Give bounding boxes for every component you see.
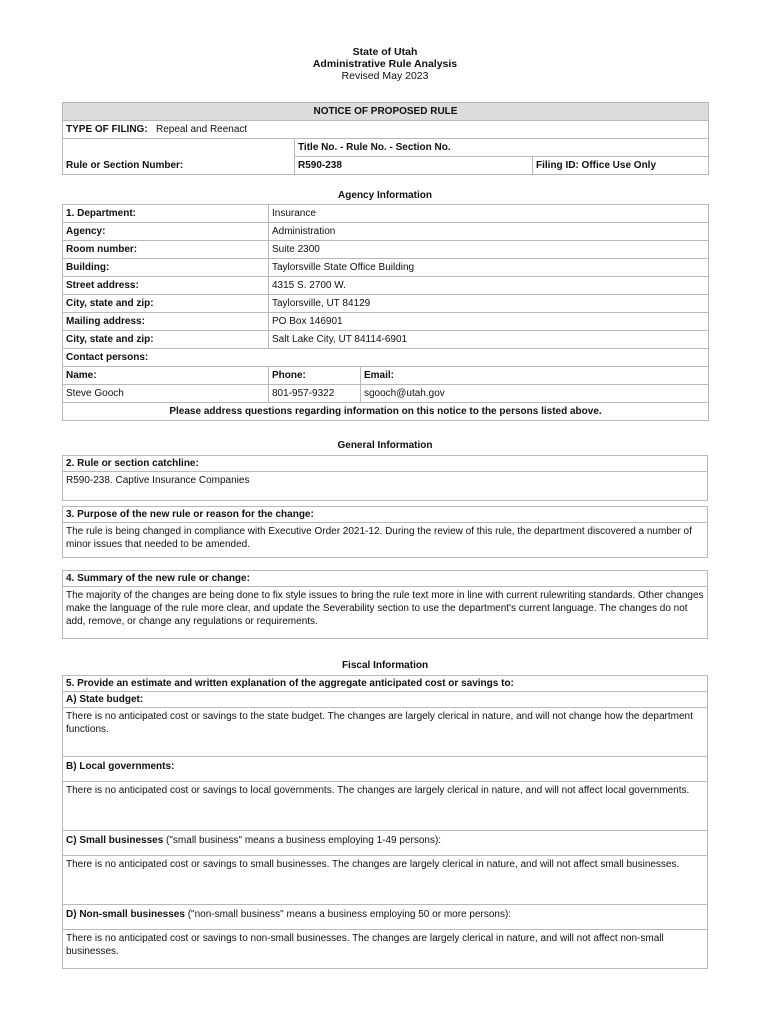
state-budget-value: There is no anticipated cost or savings to the state budget. The changes are largely clerical in nature, and will not change how the department functions. <box>63 708 708 757</box>
catchline-label: 2. Rule or section catchline: <box>63 456 708 472</box>
summary-value: The majority of the changes are being done to fix style issues to bring the rule text more in line with current rulewriting standards. Other changes make the language of the rule more clear, and update the Severability section to use the department's current language. The changes do not add, remove, or change any regulations or requirements. <box>63 587 708 639</box>
non-small-business-label <box>63 905 708 930</box>
general-q4-table <box>62 570 708 639</box>
agency-value-2: Suite 2300 <box>269 241 709 259</box>
contact-name: Steve Gooch <box>63 385 269 403</box>
document-header <box>62 46 708 82</box>
header-state: State of Utah <box>352 46 418 58</box>
catchline-value: R590-238. Captive Insurance Companies <box>63 472 708 501</box>
notice-table <box>62 102 709 175</box>
agency-label-5: City, state and zip: <box>63 295 269 313</box>
filing-id: Filing ID: Office Use Only <box>533 157 709 175</box>
header-revision: Revised May 2023 <box>341 70 429 82</box>
agency-label-4: Street address: <box>63 277 269 295</box>
contact-email[interactable]: sgooch@utah.gov <box>361 385 709 403</box>
general-q3-table <box>62 506 708 558</box>
fiscal-section-title: Fiscal Information <box>341 660 429 671</box>
general-section-title: General Information <box>337 440 433 451</box>
state-budget-label: A) State budget: <box>63 692 708 708</box>
type-of-filing <box>63 121 709 139</box>
fiscal-table <box>62 675 708 969</box>
agency-value-3: Taylorsville State Office Building <box>269 259 709 277</box>
rule-number-value: R590-238 <box>295 157 533 175</box>
summary-label: 4. Summary of the new rule or change: <box>63 571 708 587</box>
contact-email-header: Email: <box>361 367 709 385</box>
non-small-business-value: There is no anticipated cost or savings to non-small businesses. The changes are largely clerical in nature, and will not affect non-small businesses. <box>63 930 708 969</box>
contact-persons-label: Contact persons: <box>63 349 709 367</box>
agency-value-5: Taylorsville, UT 84129 <box>269 295 709 313</box>
agency-label-0: 1. Department: <box>63 205 269 223</box>
notice-title: NOTICE OF PROPOSED RULE <box>63 103 709 121</box>
small-business-label <box>63 831 708 856</box>
agency-value-7: Salt Lake City, UT 84114-6901 <box>269 331 709 349</box>
agency-label-6: Mailing address: <box>63 313 269 331</box>
agency-value-1: Administration <box>269 223 709 241</box>
agency-label-7: City, state and zip: <box>63 331 269 349</box>
agency-section-title: Agency Information <box>338 190 432 201</box>
small-business-label-bold: C) Small businesses <box>66 835 164 846</box>
header-title: Administrative Rule Analysis <box>312 58 458 70</box>
agency-table <box>62 204 709 421</box>
agency-label-2: Room number: <box>63 241 269 259</box>
agency-value-6: PO Box 146901 <box>269 313 709 331</box>
contact-phone-header: Phone: <box>269 367 361 385</box>
local-gov-value: There is no anticipated cost or savings to local governments. The changes are largely clerical in nature, and will not affect local governments. <box>63 782 708 831</box>
type-of-filing-label: TYPE OF FILING: <box>66 124 148 135</box>
local-gov-label: B) Local governments: <box>63 757 708 782</box>
fiscal-question-label: 5. Provide an estimate and written explanation of the aggregate anticipated cost or savings to: <box>63 676 708 692</box>
agency-label-1: Agency: <box>63 223 269 241</box>
small-business-label-rest: ("small business" means a business employing 1-49 persons): <box>163 835 442 846</box>
agency-value-4: 4315 S. 2700 W. <box>269 277 709 295</box>
purpose-label: 3. Purpose of the new rule or reason for the change: <box>63 507 708 523</box>
contact-note: Please address questions regarding information on this notice to the persons listed above. <box>63 403 709 421</box>
contact-name-header: Name: <box>63 367 269 385</box>
contact-phone: 801-957-9322 <box>269 385 361 403</box>
type-of-filing-value: Repeal and Reenact <box>156 124 248 135</box>
rule-number-label: Rule or Section Number: <box>63 157 295 175</box>
agency-label-3: Building: <box>63 259 269 277</box>
purpose-value: The rule is being changed in compliance with Executive Order 2021-12. During the review of this rule, the department discovered a number of minor issues that needed to be amended. <box>63 523 708 558</box>
small-business-value: There is no anticipated cost or savings to small businesses. The changes are largely clerical in nature, and will not affect small businesses. <box>63 856 708 905</box>
agency-value-0: Insurance <box>269 205 709 223</box>
non-small-business-label-rest: ("non-small business" means a business employing 50 or more persons): <box>184 909 512 920</box>
title-no-label: Title No. - Rule No. - Section No. <box>295 139 709 157</box>
non-small-business-label-bold: D) Non-small businesses <box>66 909 185 920</box>
general-q2-table <box>62 455 708 501</box>
